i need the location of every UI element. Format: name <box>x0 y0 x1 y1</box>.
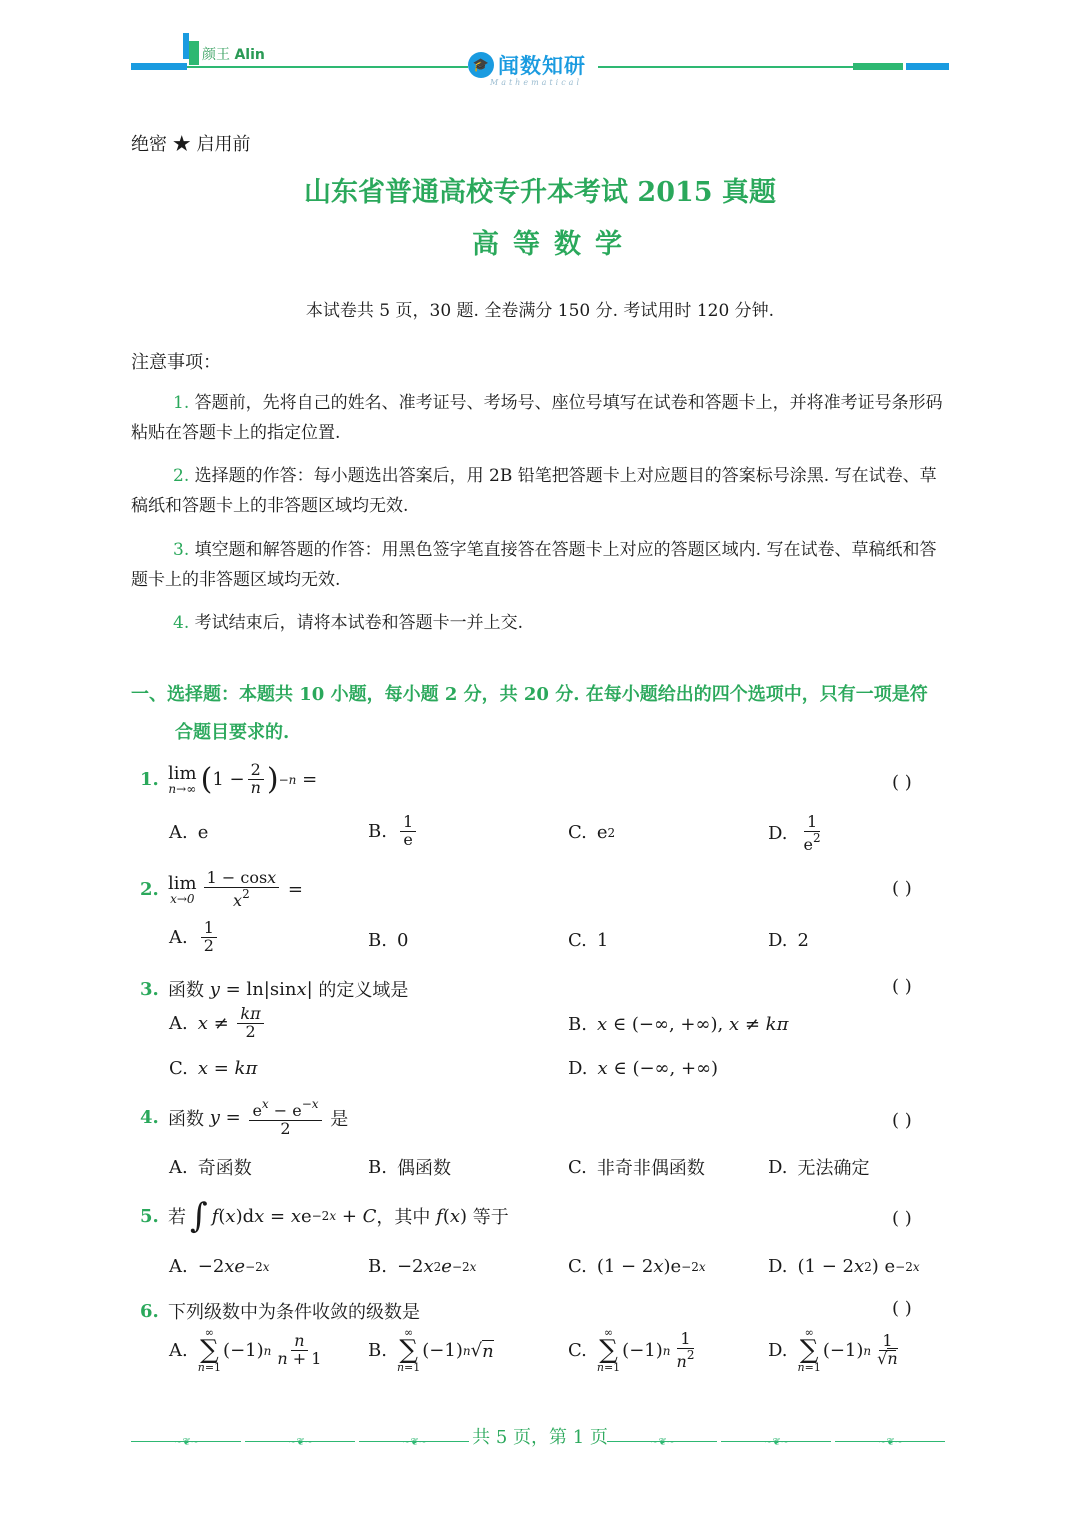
header-line-right <box>598 66 853 68</box>
option-d: D. 无法确定 <box>768 1156 870 1179</box>
option-b: B. 偶函数 <box>368 1156 451 1179</box>
option-b: B. ∞ ∑ n=1 (−1) n √ n <box>368 1326 494 1375</box>
header-bar-right-blue <box>906 63 949 70</box>
option-a: A. $\frac{1}{2}$ <box>169 920 220 955</box>
page-footer: 共 5 页，第 1 页 <box>472 1427 608 1448</box>
footer-ornament-icon: ~❦~ <box>174 1437 200 1448</box>
notice-item: 4. 考试结束后，请将本试卷和答题卡一并上交. <box>173 613 524 633</box>
answer-paren: ( ) <box>892 772 912 793</box>
option-a: A. 奇函数 <box>169 1156 252 1179</box>
question-3: 3. 函数 y = ln|sin x | 的定义域是 <box>140 978 409 1001</box>
logo-text: 颜王 Alin <box>202 47 265 63</box>
option-a: A. −2 xe −2x <box>169 1256 270 1277</box>
option-b: B. x ∈ (−∞, +∞), x ≠ kπ <box>568 1014 789 1035</box>
answer-paren: ( ) <box>892 878 912 899</box>
logo-icon <box>183 33 199 65</box>
notice-item: 1. 答题前，先将自己的姓名、准考证号、考场号、座位号填写在试卷和答题卡上，并将准考证号条形码粘贴在答题卡上的指定位置. <box>131 393 943 443</box>
option-d: D. ∞ ∑ n=1 (−1) n $\frac{1}{√n}$ <box>768 1326 898 1375</box>
question-2: 2. lim x→0 $\frac{1 - \cos x}{x^2}$ = <box>140 868 303 910</box>
option-b: B. −2 x 2 e −2x <box>368 1256 477 1277</box>
exam-info: 本试卷共 5 页，30 题. 全卷满分 150 分. 考试用时 120 分钟. <box>305 301 775 321</box>
option-a: A. e <box>169 822 209 843</box>
brand <box>468 50 586 80</box>
option-b: B. $\frac{1}{e}$ <box>368 814 419 849</box>
brand-text: 闻数知研 <box>498 54 586 78</box>
page-subtitle: 高等数学 <box>472 229 636 260</box>
notice-heading: 注意事项： <box>131 352 221 373</box>
header-line <box>187 66 468 68</box>
option-c: C. 非奇非偶函数 <box>568 1156 705 1179</box>
footer-ornament-icon: ~❦~ <box>764 1437 790 1448</box>
graduation-cap-icon: 🎓 <box>468 52 494 78</box>
answer-paren: ( ) <box>892 1110 912 1131</box>
question-1: 1. lim n→∞ ( 1 − $\frac{2}{n}$ ) −n = <box>140 760 318 797</box>
question-5: 5. 若 ∫ f ( x )d x = x e −2x + C ，其中 f ( x ) 等于 <box>140 1196 509 1236</box>
option-d: D. 2 <box>768 930 809 951</box>
answer-paren: ( ) <box>892 976 912 997</box>
header-bar-left-blue <box>131 63 187 70</box>
page-title: 山东省普通高校专升本考试 2015 真题 <box>304 177 776 208</box>
brand-subtitle: Mathematical <box>490 78 582 87</box>
notice-item: 2. 选择题的作答：每小题选出答案后，用 2B 铅笔把答题卡上对应题目的答案标号涂黑. 写在试卷、草稿纸和答题卡上的非答题区域均无效. <box>131 466 937 516</box>
option-b: B. 0 <box>368 930 409 951</box>
option-a: A. x ≠ $\frac{k\pi}{2}$ <box>169 1006 267 1041</box>
answer-paren: ( ) <box>892 1208 912 1229</box>
confidential-label: 绝密 ★ 启用前 <box>131 134 251 155</box>
footer-ornament-icon: ~❦~ <box>402 1437 428 1448</box>
notice-item: 3. 填空题和解答题的作答：用黑色签字笔直接答在答题卡上对应的答题区域内. 写在试卷、草稿纸和答题卡上的非答题区域均无效. <box>131 540 937 590</box>
option-c: C. ∞ ∑ n=1 (−1) n $\frac{1}{n^2}$ <box>568 1326 695 1375</box>
option-d: D. x ∈ (−∞, +∞) <box>568 1058 719 1079</box>
question-6: 6. 下列级数中为条件收敛的级数是 <box>140 1300 420 1323</box>
option-c: C. 1 <box>568 930 609 951</box>
header-bar-right-green <box>853 63 903 70</box>
option-c: C. x = kπ <box>169 1058 258 1079</box>
option-a: A. ∞ ∑ n=1 (−1) n $\frac{n}{n + 1}$ <box>169 1326 322 1375</box>
option-d: D. (1 − 2 x 2 ) e −2x <box>768 1256 920 1277</box>
option-c: C. (1 − 2 x )e −2x <box>568 1256 706 1277</box>
answer-paren: ( ) <box>892 1298 912 1319</box>
option-c: C. e 2 <box>568 822 616 843</box>
footer-ornament-icon: ~❦~ <box>878 1437 904 1448</box>
question-4: 4. 函数 y = $\frac{e^x - e^{-x}}{2}$ 是 <box>140 1097 349 1138</box>
footer-ornament-icon: ~❦~ <box>288 1437 314 1448</box>
section-heading: 一、选择题：本题共 10 小题，每小题 2 分，共 20 分. 在每小题给出的四个选项中，只有一项是符 合题目要求的. <box>131 684 928 743</box>
footer-ornament-icon: ~❦~ <box>650 1437 676 1448</box>
option-d: D. $\frac{1}{e^2}$ <box>768 812 821 854</box>
